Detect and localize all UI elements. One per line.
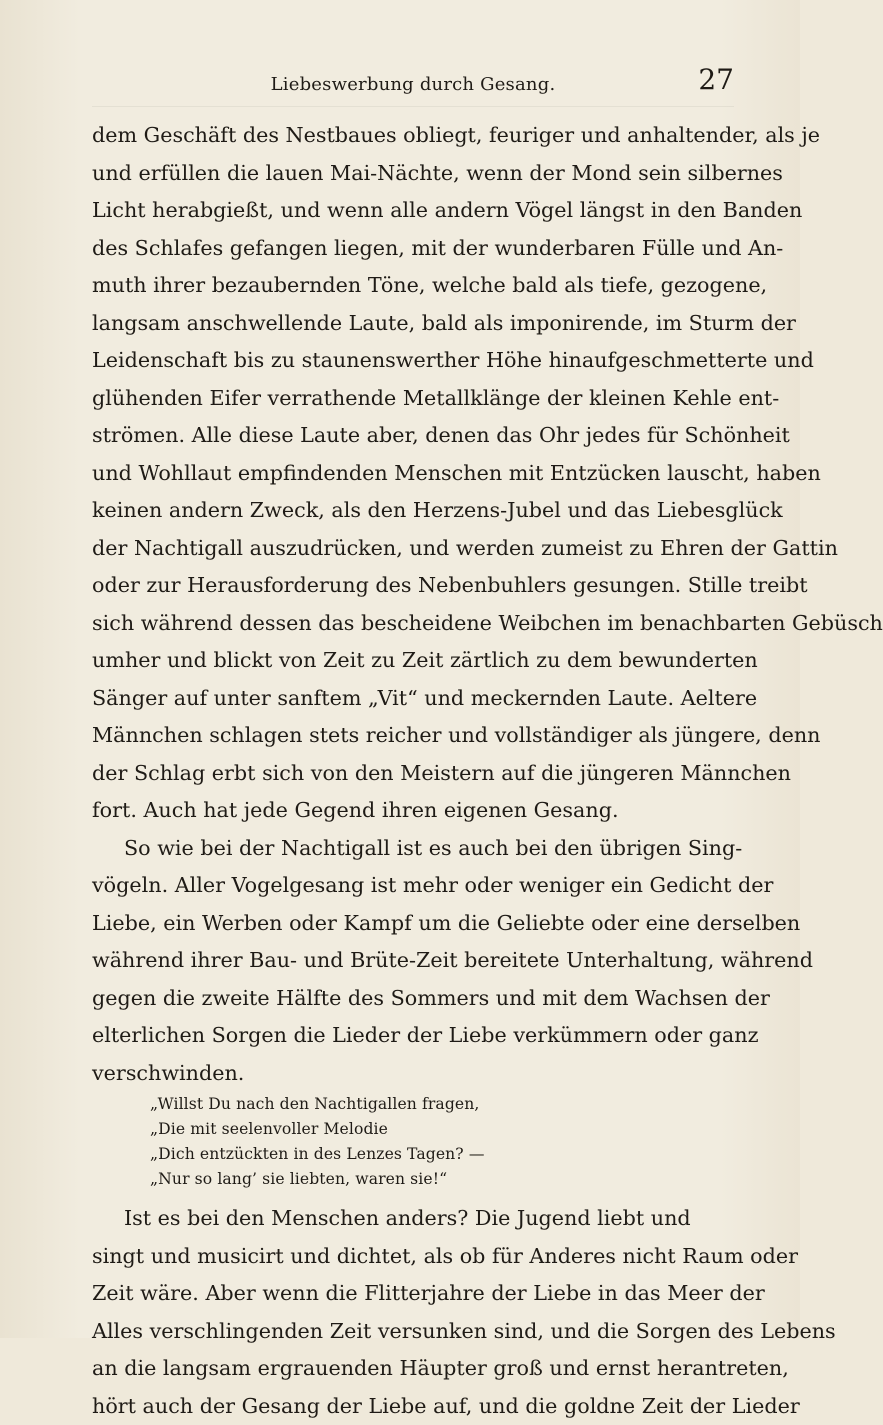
paragraph-1-line-5: muth ihrer bezaubernden Töne, welche bald als tiefe, gezogene, [92,267,734,305]
poem-line-2: „Die mit seelenvoller Melodie [150,1117,734,1142]
paragraph-1-line-12: der Nachtigall auszudrücken, und werden zumeist zu Ehren der Gattin [92,530,734,568]
page-header [92,62,734,107]
paragraph-1-line-4: des Schlafes gefangen liegen, mit der wunderbaren Fülle und An- [92,230,734,268]
paragraph-3-line-2: singt und musicirt und dichtet, als ob für Anderes nicht Raum oder [92,1238,734,1276]
paragraph-2-line-5: gegen die zweite Hälfte des Sommers und mit dem Wachsen der [92,980,734,1018]
paragraph-2-line-1: So wie bei der Nachtigall ist es auch bei den übrigen Sing- [92,830,734,868]
paragraph-3 [92,1200,734,1425]
paragraph-1-line-19: fort. Auch hat jede Gegend ihren eigenen Gesang. [92,792,734,830]
poem-line-3: „Dich entzückten in des Lenzes Tagen? — [150,1142,734,1167]
paragraph-1-line-15: umher und blickt von Zeit zu Zeit zärtlich zu dem bewunderten [92,642,734,680]
paragraph-3-line-6: hört auch der Gesang der Liebe auf, und die goldne Zeit der Lieder [92,1388,734,1425]
paragraph-1 [92,117,734,830]
paragraph-1-line-7: Leidenschaft bis zu staunenswerther Höhe hinaufgeschmetterte und [92,342,734,380]
paragraph-1-line-3: Licht herabgießt, und wenn alle andern Vögel längst in den Banden [92,192,734,230]
poem-line-1: „Willst Du nach den Nachtigallen fragen, [150,1092,734,1117]
paragraph-2-line-7: verschwinden. [92,1055,734,1093]
paragraph-3-line-5: an die langsam ergrauenden Häupter groß und ernst herantreten, [92,1350,734,1388]
paragraph-3-line-4: Alles verschlingenden Zeit versunken sind, und die Sorgen des Lebens [92,1313,734,1351]
paragraph-1-line-17: Männchen schlagen stets reicher und vollständiger als jüngere, denn [92,717,734,755]
paragraph-1-line-14: sich während dessen das bescheidene Weibchen im benachbarten Gebüsch [92,605,734,643]
poem-quote [92,1092,734,1192]
paragraph-3-line-3: Zeit wäre. Aber wenn die Flitterjahre der Liebe in das Meer der [92,1275,734,1313]
paragraph-1-line-8: glühenden Eifer verrathende Metallklänge der kleinen Kehle ent- [92,380,734,418]
paragraph-2-line-3: Liebe, ein Werben oder Kampf um die Geliebte oder eine derselben [92,905,734,943]
paragraph-1-line-9: strömen. Alle diese Laute aber, denen das Ohr jedes für Schönheit [92,417,734,455]
paragraph-2-line-2: vögeln. Aller Vogelgesang ist mehr oder weniger ein Gedicht der [92,867,734,905]
paragraph-1-line-2: und erfüllen die lauen Mai-Nächte, wenn der Mond sein silbernes [92,155,734,193]
paragraph-1-line-10: und Wohllaut empfindenden Menschen mit Entzücken lauscht, haben [92,455,734,493]
paragraph-1-line-6: langsam anschwellende Laute, bald als imponirende, im Sturm der [92,305,734,343]
paragraph-1-line-1: dem Geschäft des Nestbaues obliegt, feuriger und anhaltender, als je [92,117,734,155]
paragraph-1-line-13: oder zur Herausforderung des Nebenbuhlers gesungen. Stille treibt [92,567,734,605]
page-content [92,117,734,1425]
poem-line-4: „Nur so lang’ sie liebten, waren sie!“ [150,1167,734,1192]
paragraph-2-line-4: während ihrer Bau- und Brüte-Zeit bereitete Unterhaltung, während [92,942,734,980]
running-head: Liebeswerbung durch Gesang. [92,74,734,95]
paragraph-3-line-1: Ist es bei den Menschen anders? Die Jugend liebt und [92,1200,734,1238]
paragraph-1-line-18: der Schlag erbt sich von den Meistern auf die jüngeren Männchen [92,755,734,793]
paragraph-1-line-16: Sänger auf unter sanftem „Vit“ und meckernden Laute. Aeltere [92,680,734,718]
paragraph-2 [92,830,734,1093]
paragraph-1-line-11: keinen andern Zweck, als den Herzens-Jubel und das Liebesglück [92,492,734,530]
page-number: 27 [698,66,734,94]
paragraph-2-line-6: elterlichen Sorgen die Lieder der Liebe verkümmern oder ganz [92,1017,734,1055]
